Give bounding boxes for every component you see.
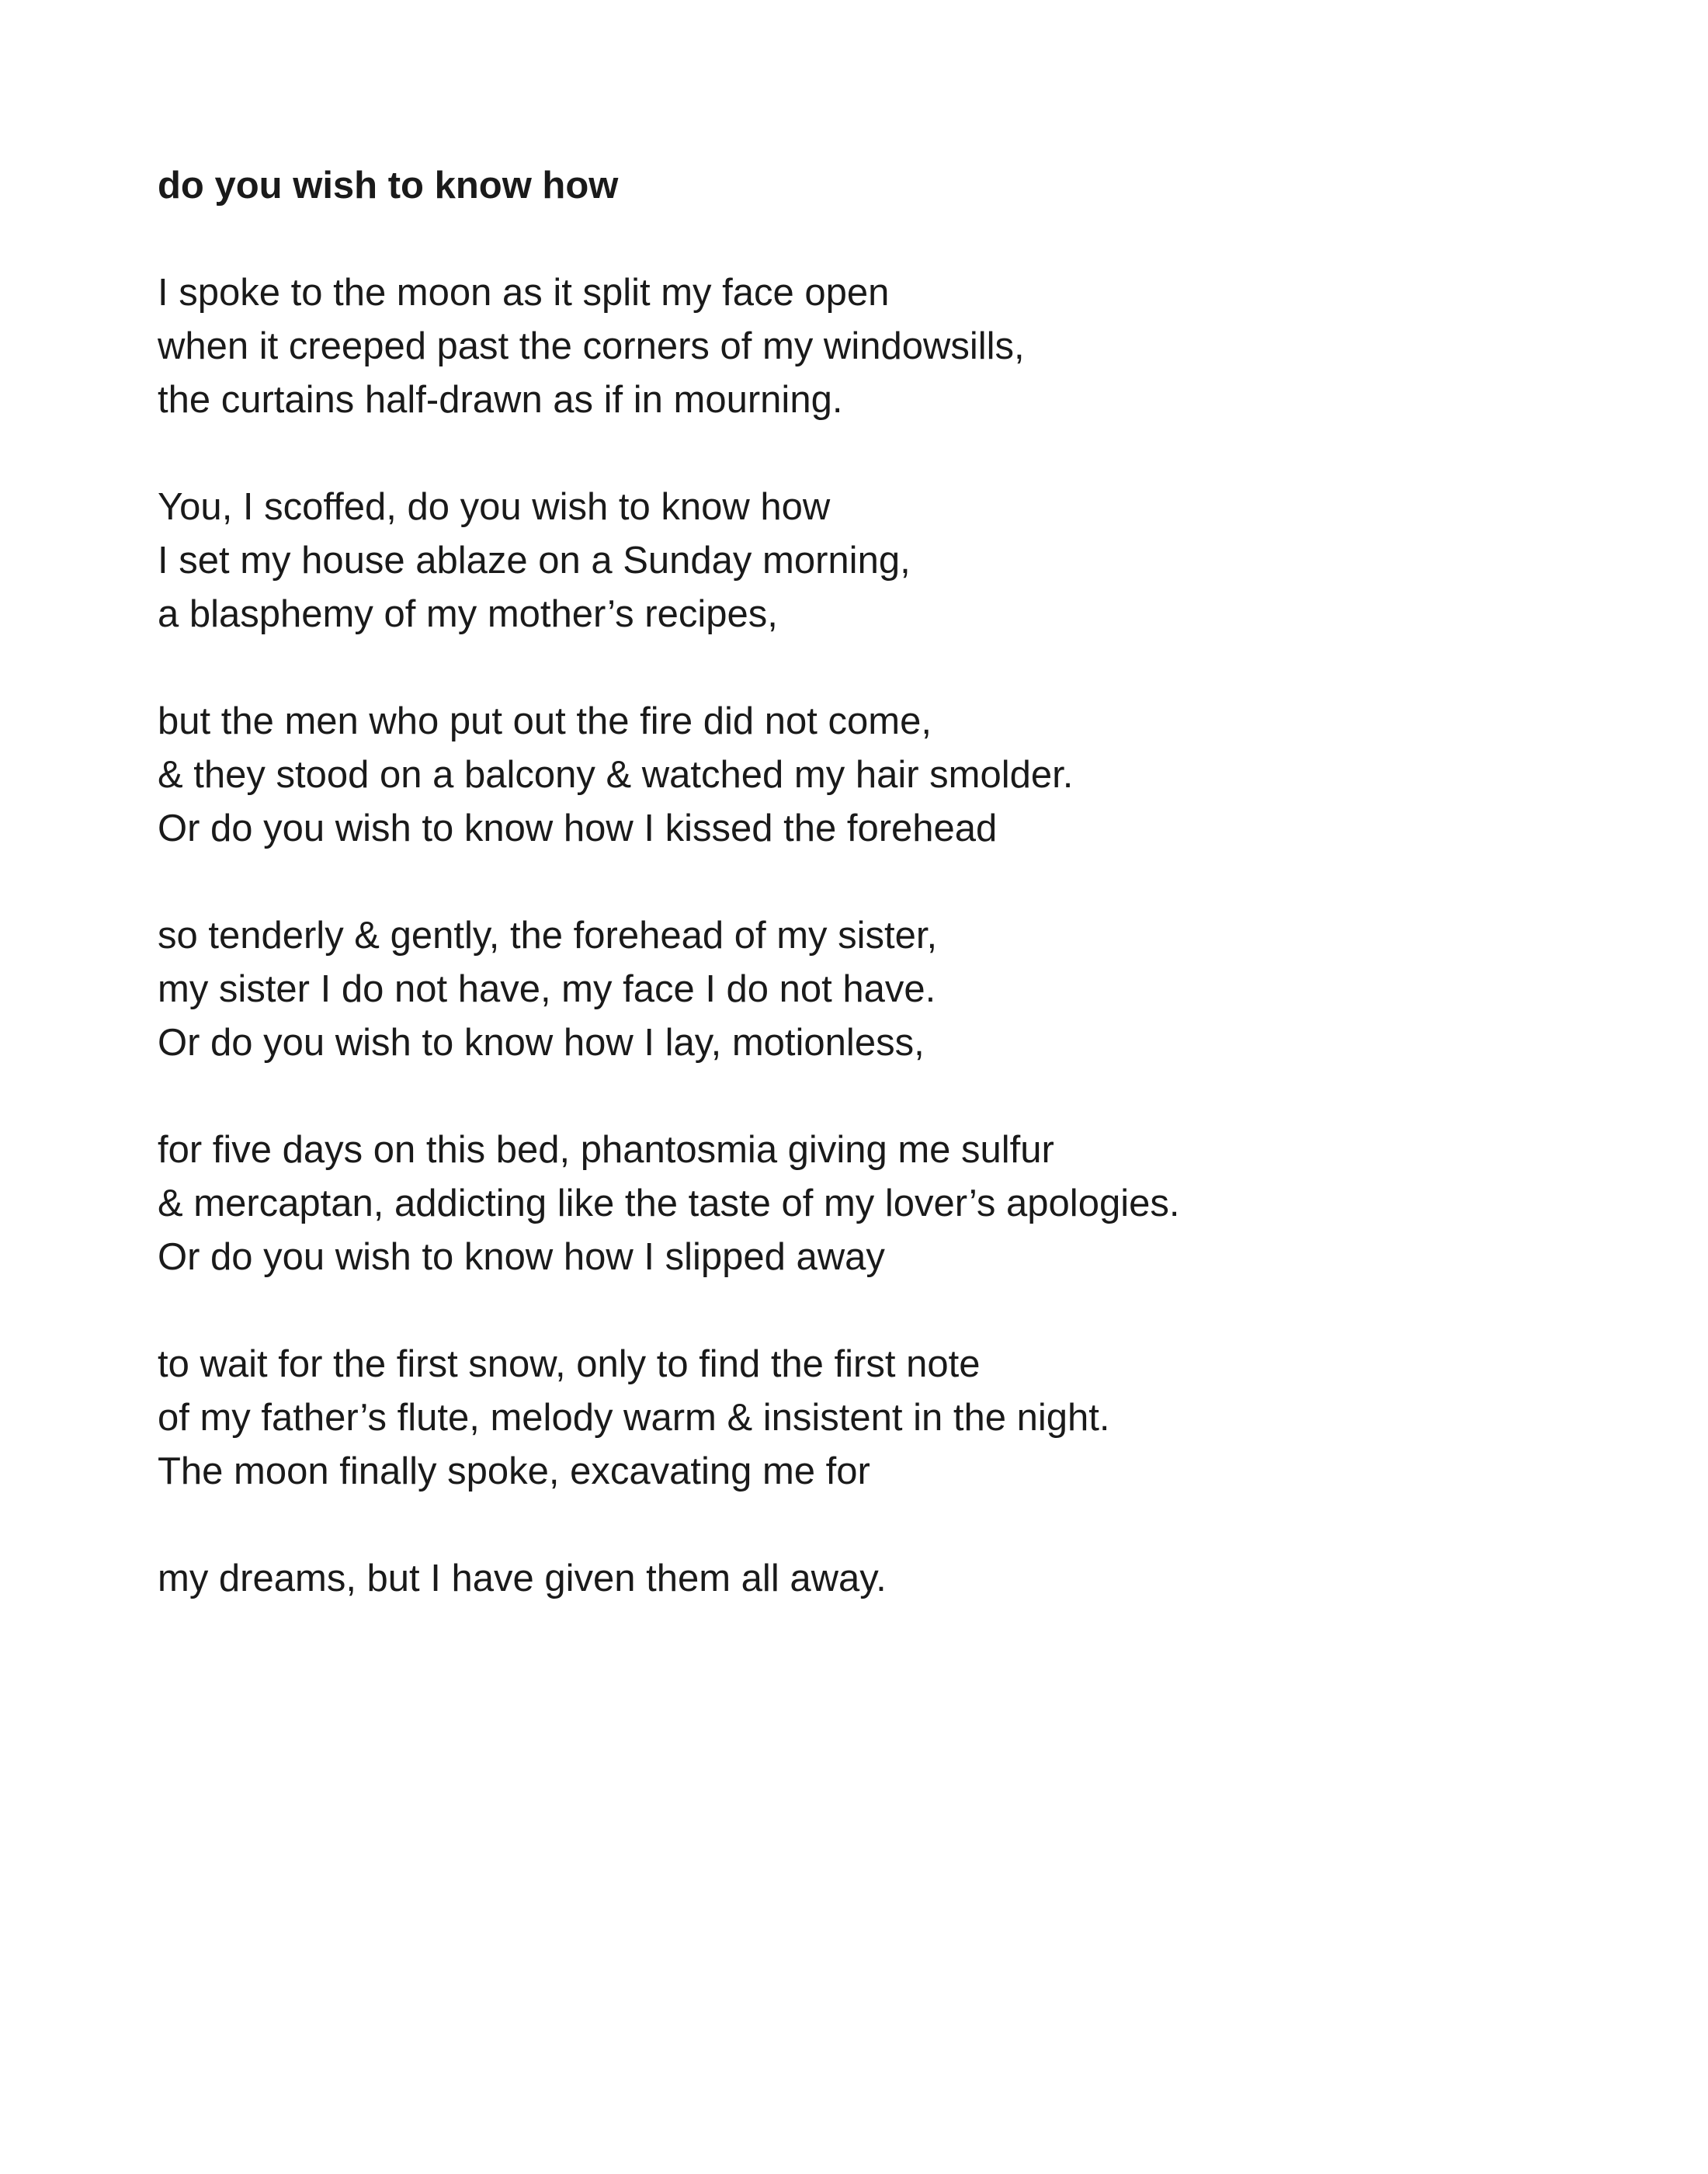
stanza-3 (158, 695, 1633, 856)
poem-line: & they stood on a balcony & watched my hair smolder. (158, 754, 1074, 796)
poem-line: my sister I do not have, my face I do not have. (158, 968, 936, 1010)
poem-line: the curtains half-drawn as if in mourning. (158, 379, 843, 421)
stanza-7 (158, 1552, 1633, 1606)
stanza-4 (158, 909, 1633, 1070)
poem (158, 159, 1633, 1606)
poem-line: my dreams, but I have given them all away. (158, 1558, 887, 1599)
poem-line: Or do you wish to know how I lay, motionless, (158, 1022, 925, 1064)
stanza-1 (158, 266, 1633, 427)
poem-line: to wait for the first snow, only to find the first note (158, 1343, 981, 1385)
poem-line: Or do you wish to know how I slipped away (158, 1236, 885, 1278)
poem-line: I spoke to the moon as it split my face open (158, 272, 890, 314)
poem-line: I set my house ablaze on a Sunday morning, (158, 540, 911, 582)
poem-line: so tenderly & gently, the forehead of my sister, (158, 915, 938, 957)
poem-line: You, I scoffed, do you wish to know how (158, 486, 831, 528)
stanza-6 (158, 1338, 1633, 1499)
poem-line: The moon finally spoke, excavating me for (158, 1450, 870, 1492)
poem-line: for five days on this bed, phantosmia giving me sulfur (158, 1129, 1054, 1171)
poem-line: when it creeped past the corners of my windowsills, (158, 325, 1025, 367)
poem-line: & mercaptan, addicting like the taste of my lover’s apologies. (158, 1183, 1180, 1224)
stanza-5 (158, 1123, 1633, 1284)
poem-line: Or do you wish to know how I kissed the forehead (158, 807, 998, 849)
stanza-2 (158, 481, 1633, 641)
poem-line: but the men who put out the fire did not come, (158, 700, 932, 742)
poem-line: of my father’s flute, melody warm & insistent in the night. (158, 1397, 1110, 1439)
poem-line: a blasphemy of my mother’s recipes, (158, 593, 778, 635)
poem-title: do you wish to know how (158, 165, 619, 207)
